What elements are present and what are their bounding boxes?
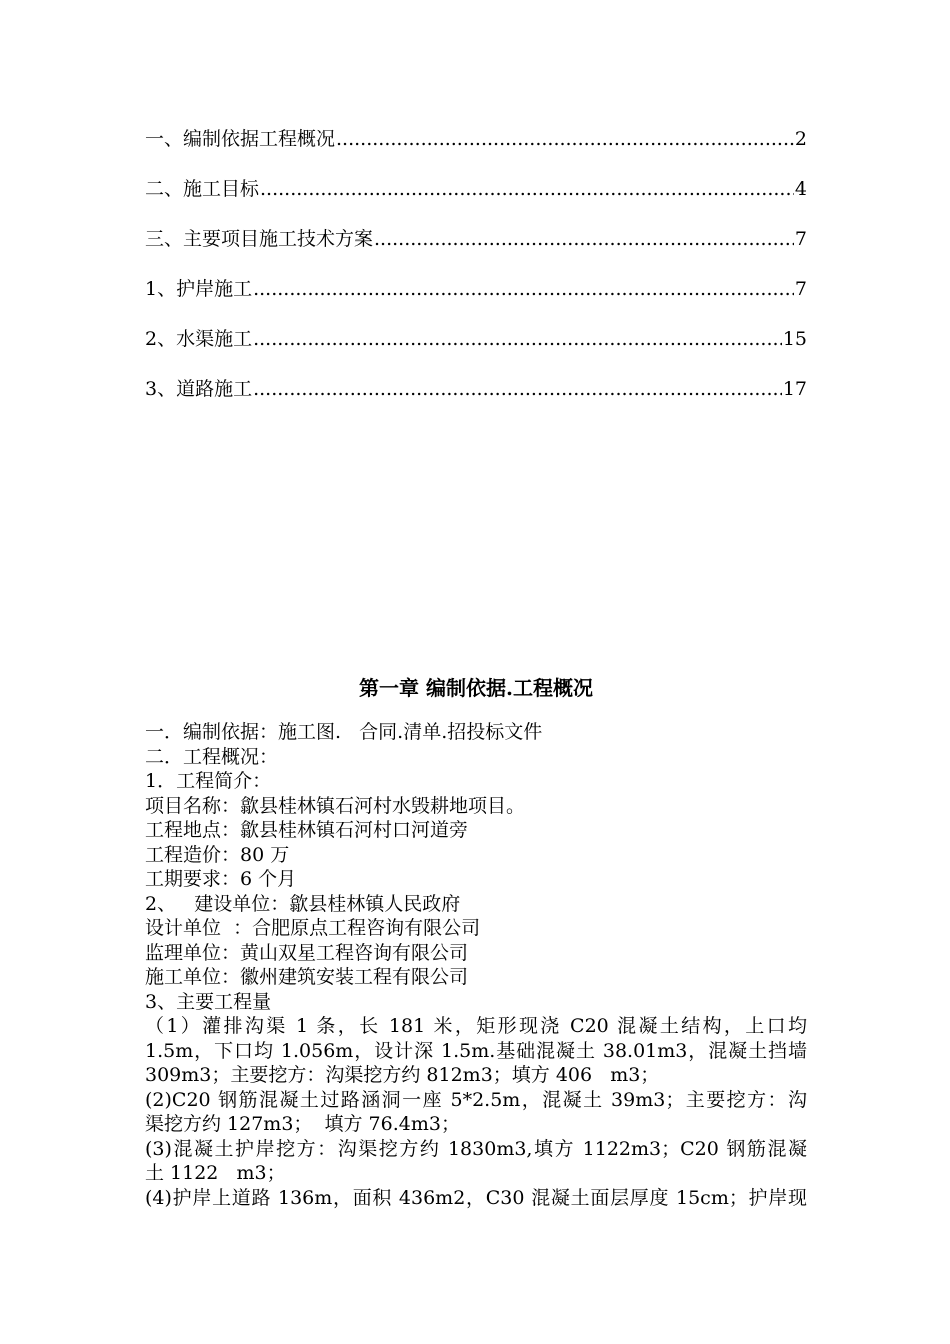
- body-line: 渠挖方约 127m3； 填方 76.4m3；: [145, 1113, 460, 1135]
- toc-entry-title: 三、主要项目施工技术方案: [145, 228, 374, 250]
- toc-entry-page: 2: [794, 128, 807, 150]
- toc-entry[interactable]: [145, 174, 807, 224]
- body-line: 设计单位 ：合肥原点工程咨询有限公司: [145, 917, 481, 939]
- toc-entry[interactable]: [145, 324, 807, 374]
- toc-entry[interactable]: [145, 274, 807, 324]
- body-line: 1．工程简介：: [145, 770, 272, 792]
- chapter-body: [145, 720, 807, 1210]
- body-line: 一．编制依据：施工图. 合同.清单.招投标文件: [145, 721, 543, 743]
- body-line: 工程地点：歙县桂林镇石河村口河道旁: [145, 819, 469, 841]
- body-line: 1.5m，下口均 1.056m，设计深 1.5m.基础混凝土 38.01m3，混凝土挡墙: [145, 1039, 807, 1062]
- body-line: 309m3；主要挖方：沟渠挖方约 812m3；填方 406 m3；: [145, 1064, 660, 1086]
- toc-entry-page: 4: [794, 178, 807, 200]
- toc-entry-title: 2、水渠施工: [145, 328, 253, 350]
- body-line: (2)C20 钢筋混凝土过路涵洞一座 5*2.5m，混凝土 39m3；主要挖方：沟: [145, 1088, 807, 1111]
- chapter-heading: 第一章 编制依据.工程概况: [359, 676, 593, 700]
- body-line: （1）灌排沟渠 1 条，长 181 米，矩形现浇 C20 混凝土结构，上口均: [145, 1015, 807, 1037]
- toc-entry[interactable]: [145, 224, 807, 274]
- body-line: 工期要求：6 个月: [145, 868, 297, 890]
- toc-entry[interactable]: [145, 374, 807, 424]
- toc-entry[interactable]: [145, 124, 807, 174]
- toc-entry-page: 17: [782, 378, 807, 400]
- toc-entry-title: 3、道路施工: [145, 378, 253, 400]
- toc-leader-dots: [260, 178, 794, 200]
- toc-leader-dots: [253, 328, 782, 350]
- body-line: (4)护岸上道路 136m，面积 436m2，C30 混凝土面层厚度 15cm；护岸现: [145, 1186, 807, 1209]
- toc-entry-page: 15: [782, 328, 807, 350]
- body-line: 施工单位：徽州建筑安装工程有限公司: [145, 966, 469, 988]
- body-line: 2、 建设单位：歙县桂林镇人民政府: [145, 892, 461, 915]
- body-line: 土 1122 m3；: [145, 1162, 286, 1184]
- body-line: 工程造价：80 万: [145, 843, 290, 866]
- body-line: 3、主要工程量: [145, 990, 272, 1013]
- table-of-contents: [145, 124, 807, 424]
- toc-entry-page: 7: [794, 228, 807, 250]
- body-line: 项目名称：歙县桂林镇石河村水毁耕地项目。: [145, 794, 526, 817]
- toc-entry-page: 7: [794, 278, 807, 300]
- body-line: 监理单位：黄山双星工程咨询有限公司: [145, 941, 469, 964]
- toc-leader-dots: [253, 278, 794, 300]
- body-line: (3)混凝土护岸挖方：沟渠挖方约 1830m3,填方 1122m3；C20 钢筋混凝: [145, 1137, 807, 1160]
- body-line: 二．工程概况：: [145, 745, 279, 768]
- toc-leader-dots: [253, 378, 782, 400]
- toc-leader-dots: [374, 228, 794, 250]
- toc-entry-title: 一、编制依据工程概况: [145, 128, 336, 150]
- toc-entry-title: 1、护岸施工: [145, 278, 253, 300]
- toc-leader-dots: [336, 128, 794, 150]
- toc-entry-title: 二、施工目标: [145, 178, 260, 200]
